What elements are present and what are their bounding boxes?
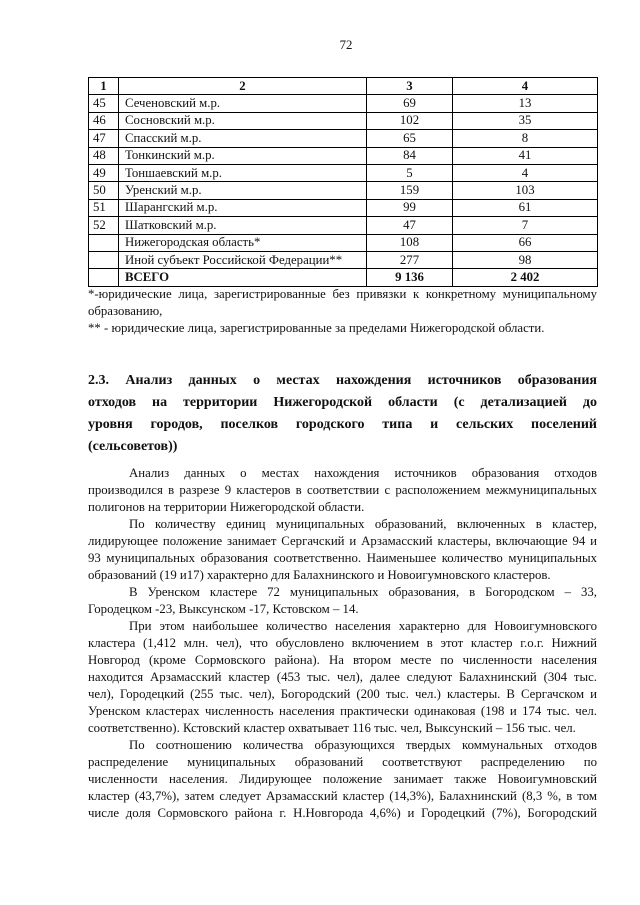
paragraph-line: Анализ данных о местах нахождения источников образования отходов [129, 466, 597, 480]
paragraph [88, 516, 597, 584]
paragraph-line: кластер (43,7%), затем следует Арзамасский кластер (14,3%), Балахнинский (8,3 %, в том [88, 789, 597, 803]
column-4-value-cell: 103 [453, 182, 598, 199]
paragraph-line: В Уренском кластере 72 муниципальных образования, в Богородском – 33, [129, 585, 597, 599]
page-number: 72 [339, 38, 353, 52]
district-name-cell: Иной субъект Российской Федерации** [119, 251, 367, 268]
table-row [89, 199, 598, 216]
paragraph-line: находится Арзамасский кластер (453 тыс. чел), далее следуют Балахнинский (304 тыс. [88, 670, 597, 684]
column-3-value-cell: 159 [367, 182, 453, 199]
district-name-cell: Шатковский м.р. [119, 217, 367, 234]
paragraph-line: числе доля Сормовского района г. Н.Новгорода 4,6%) и Городецкий (7%), Богородский [88, 806, 597, 820]
row-number-cell [89, 234, 119, 251]
column-3-value-cell: 84 [367, 147, 453, 164]
paragraph-line: По количеству единиц муниципальных образований, включенных в кластер, [129, 517, 597, 531]
heading-line: отходов на территории Нижегородской области (с детализацией до [88, 395, 597, 410]
heading-line: (сельсоветов)) [88, 439, 178, 454]
district-name-cell: Уренский м.р. [119, 182, 367, 199]
footnote-line: *-юридические лица, зарегистрированные без привязки к конкретному муниципальному [88, 287, 597, 301]
paragraph-line: 93 муниципальных образования соответственно. Наименьшее количество муниципальных [88, 551, 597, 565]
paragraph [88, 737, 597, 822]
column-3-value-cell: 108 [367, 234, 453, 251]
section-heading [88, 370, 597, 458]
row-number-cell: 46 [89, 112, 119, 129]
paragraph-line: кластера (1,412 млн. чел), что обусловлено включением в этот кластер г.о.г. Нижний [88, 636, 597, 650]
district-name-cell: Тоншаевский м.р. [119, 164, 367, 181]
column-3-value-cell: 102 [367, 112, 453, 129]
paragraph-line: производился в разрезе 9 кластеров в соответствии с расположением межмуниципальных [88, 483, 597, 497]
footnote-line: образованию, [88, 304, 163, 318]
table-row [89, 164, 598, 181]
paragraph-line: Новгород (кроме Сормовского района). На втором месте по численности населения [88, 653, 597, 667]
column-4-value-cell: 35 [453, 112, 598, 129]
heading-line: уровня городов, поселков городского типа и сельских поселений [88, 417, 597, 432]
table-row [89, 130, 598, 147]
table-row [89, 251, 598, 268]
table-header-cell: 1 [89, 78, 119, 95]
paragraph [88, 465, 597, 516]
row-number-cell: 52 [89, 217, 119, 234]
total-label-cell: ВСЕГО [119, 269, 367, 286]
district-name-cell: Сеченовский м.р. [119, 95, 367, 112]
table-footnotes [88, 286, 597, 337]
paragraph [88, 618, 597, 737]
column-3-value-cell: 99 [367, 199, 453, 216]
heading-line: 2.3. Анализ данных о местах нахождения источников образования [88, 373, 597, 388]
paragraph-line: полигонов на территории Нижегородской области. [88, 500, 365, 514]
paragraph-line: По соотношению количества образующихся твердых коммунальных отходов [129, 738, 597, 752]
table-row [89, 95, 598, 112]
row-number-cell [89, 251, 119, 268]
paragraph-line: Городецком -23, Выксунском -17, Кстовском – 14. [88, 602, 359, 616]
column-4-value-cell: 41 [453, 147, 598, 164]
row-number-cell: 50 [89, 182, 119, 199]
total-column-4-cell: 2 402 [453, 269, 598, 286]
column-4-value-cell: 98 [453, 251, 598, 268]
paragraph-line: распределение муниципальных образований соответствуют распределению по [88, 755, 597, 769]
total-row [89, 269, 598, 286]
data-table [88, 77, 598, 287]
column-3-value-cell: 277 [367, 251, 453, 268]
district-name-cell: Сосновский м.р. [119, 112, 367, 129]
district-name-cell: Спасский м.р. [119, 130, 367, 147]
row-number-cell: 51 [89, 199, 119, 216]
table-row [89, 112, 598, 129]
paragraph-line: При этом наибольшее количество населения характерно для Новоигумновского [129, 619, 597, 633]
column-4-value-cell: 66 [453, 234, 598, 251]
paragraph-line: лидирующее положение занимает Сергачский и Арзамасский кластеры, включающие 94 и [88, 534, 597, 548]
footnote-line: ** - юридические лица, зарегистрированные за пределами Нижегородской области. [88, 321, 545, 335]
row-number-cell [89, 269, 119, 286]
table-row [89, 147, 598, 164]
column-4-value-cell: 8 [453, 130, 598, 147]
paragraph-line: образований (19 и17) характерно для Балахнинского и Новоигумновского кластеров. [88, 568, 551, 582]
column-3-value-cell: 69 [367, 95, 453, 112]
row-number-cell: 45 [89, 95, 119, 112]
district-name-cell: Шарангский м.р. [119, 199, 367, 216]
paragraph-line: соответственно). Кстовский кластер охватывает 116 тыс. чел, Выксунский – 156 тыс. чел. [88, 721, 576, 735]
row-number-cell: 49 [89, 164, 119, 181]
column-4-value-cell: 61 [453, 199, 598, 216]
column-3-value-cell: 5 [367, 164, 453, 181]
row-number-cell: 48 [89, 147, 119, 164]
paragraph [88, 584, 597, 618]
table-row [89, 234, 598, 251]
column-3-value-cell: 47 [367, 217, 453, 234]
table-header-cell: 4 [453, 78, 598, 95]
table-header-row [89, 78, 598, 95]
column-4-value-cell: 4 [453, 164, 598, 181]
column-4-value-cell: 13 [453, 95, 598, 112]
total-column-3-cell: 9 136 [367, 269, 453, 286]
district-name-cell: Тонкинский м.р. [119, 147, 367, 164]
paragraph-line: численности населения. Лидирующее положение занимает также Новоигумновский [88, 772, 597, 786]
table-header-cell: 3 [367, 78, 453, 95]
district-name-cell: Нижегородская область* [119, 234, 367, 251]
body-text [88, 465, 597, 822]
paragraph-line: Уренском кластерах численность населения практически одинаковая (198 и 174 тыс. чел. [88, 704, 597, 718]
table-row [89, 182, 598, 199]
column-3-value-cell: 65 [367, 130, 453, 147]
table-row [89, 217, 598, 234]
column-4-value-cell: 7 [453, 217, 598, 234]
paragraph-line: чел), Городецкий (255 тыс. чел), Богородский (200 тыс. чел.) кластеры. В Сергачском и [88, 687, 597, 701]
table-header-cell: 2 [119, 78, 367, 95]
row-number-cell: 47 [89, 130, 119, 147]
